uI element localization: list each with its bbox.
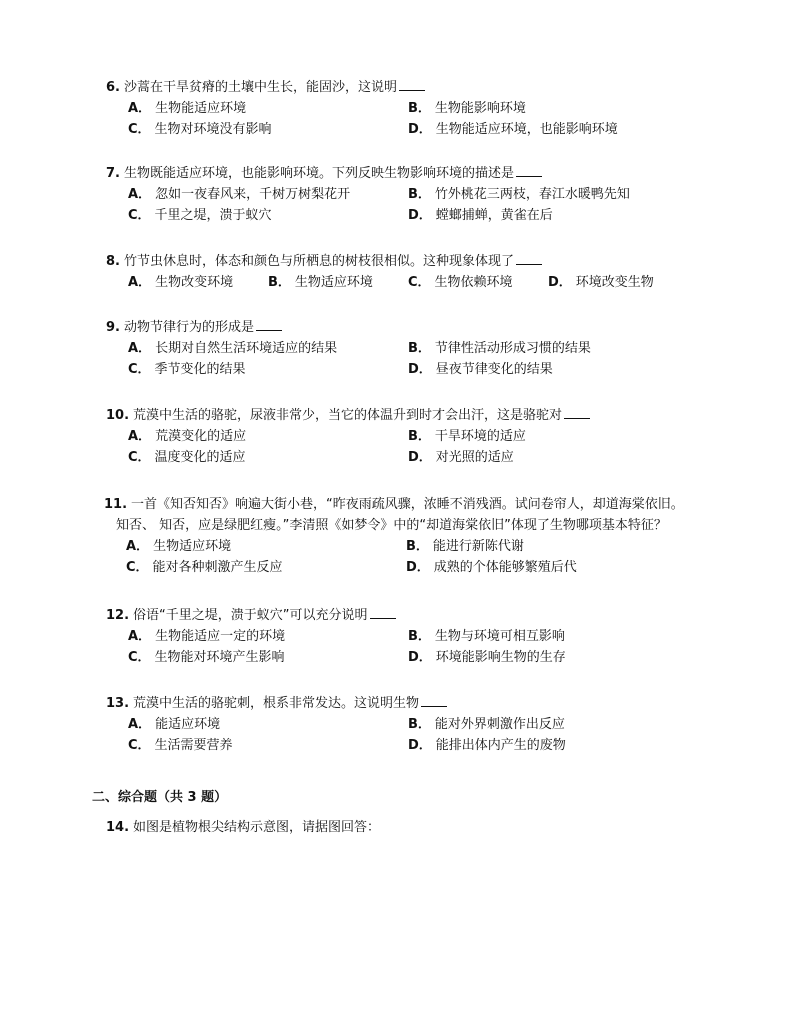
question-stem [106,405,746,426]
question-text: 动物节律行为的形成是 [123,320,254,335]
question-9 [106,317,746,380]
answer-blank [370,606,396,619]
option-c: C． 千里之堤，溃于蚁穴 [128,208,272,223]
option-d: D． 螳螂捕蝉，黄雀在后 [408,208,553,223]
question-number: 7. [106,166,120,181]
question-number: 13. [106,696,130,711]
option-b: B． 干旱环境的适应 [408,429,526,444]
question-text: 沙蒿在干旱贫瘠的土壤中生长，能固沙，这说明 [123,80,397,95]
option-c: C． 生物对环境没有影响 [128,122,272,137]
question-number: 8. [106,254,120,269]
option-c: C． 生活需要营养 [128,738,233,753]
question-stem [106,163,746,184]
question-7 [106,163,746,226]
option-c: C． 生物能对环境产生影响 [128,650,285,665]
question-number: 10. [106,408,130,423]
option-c: C． 温度变化的适应 [128,450,246,465]
option-a: A． 长期对自然生活环境适应的结果 [128,341,338,356]
question-text: 俗语“千里之堤，溃于蚁穴”可以充分说明 [133,608,368,623]
option-d: D． 环境能影响生物的生存 [408,650,566,665]
question-13 [106,693,746,756]
question-10 [106,405,746,468]
question-stem [106,77,746,98]
question-stem [106,605,746,626]
question-6 [106,77,746,140]
question-stem [106,251,746,272]
question-11 [104,494,704,578]
option-c: C． 生物依赖环境 [408,275,513,290]
answer-blank [564,406,590,419]
question-stem [104,494,704,515]
option-b: B． 节律性活动形成习惯的结果 [408,341,591,356]
answer-blank [516,164,542,177]
option-d: D． 环境改变生物 [548,275,654,290]
option-b: B． 能对外界刺激作出反应 [408,717,565,732]
option-d: D． 能排出体内产生的废物 [408,738,566,753]
option-c: C． 季节变化的结果 [128,362,246,377]
option-a: A． 生物能适应环境 [128,101,247,116]
question-text: 荒漠中生活的骆驼，尿液非常少，当它的体温升到时才会出汗，这是骆驼对 [133,408,563,423]
option-b: B． 能进行新陈代谢 [406,539,524,554]
question-12 [106,605,746,668]
answer-blank [516,252,542,265]
question-text: 如图是植物根尖结构示意图，请据图回答： [133,820,381,835]
question-number: 9. [106,320,120,335]
question-text-line2: 知否、 知否，应是绿肥红瘦。”李清照《如梦令》中的“却道海棠依旧”体现了生物哪项基本特征？ [116,518,667,533]
option-b: B． 生物能影响环境 [408,101,526,116]
question-8 [106,251,746,293]
option-b: B． 竹外桃花三两枝，春江水暖鸭先知 [408,187,630,202]
option-a: A． 生物能适应一定的环境 [128,629,286,644]
option-a: A． 能适应环境 [128,717,221,732]
option-b: B． 生物与环境可相互影响 [408,629,565,644]
question-stem [106,317,746,338]
answer-blank [256,318,282,331]
option-a: A． 忽如一夜春风来，千树万树梨花开 [128,187,351,202]
question-number: 6. [106,80,120,95]
section-heading: 二、综合题（共 3 题） [92,790,228,805]
option-d: D． 昼夜节律变化的结果 [408,362,553,377]
question-number: 14. [106,820,130,835]
question-text: 一首《知否知否》响遍大街小巷，“昨夜雨疏风骤，浓睡不消残酒。试问卷帘人，却道海棠依旧。 [131,497,684,512]
question-text: 生物既能适应环境，也能影响环境。下列反映生物影响环境的描述是 [123,166,514,181]
option-d: D． 对光照的适应 [408,450,514,465]
question-stem [106,693,746,714]
option-a: A． 生物改变环境 [128,275,234,290]
option-a: A． 荒漠变化的适应 [128,429,247,444]
option-d: D． 成熟的个体能够繁殖后代 [406,560,577,575]
answer-blank [421,694,447,707]
question-text: 竹节虫休息时，体态和颜色与所栖息的树枝很相似。这种现象体现了 [123,254,514,269]
question-number: 12. [106,608,130,623]
option-c: C． 能对各种刺激产生反应 [126,560,283,575]
option-a: A． 生物适应环境 [126,539,232,554]
option-b: B． 生物适应环境 [268,275,373,290]
option-d: D． 生物能适应环境，也能影响环境 [408,122,618,137]
question-text: 荒漠中生活的骆驼刺，根系非常发达。这说明生物 [133,696,420,711]
question-14 [106,816,380,835]
answer-blank [399,78,425,91]
question-number: 11. [104,497,128,512]
